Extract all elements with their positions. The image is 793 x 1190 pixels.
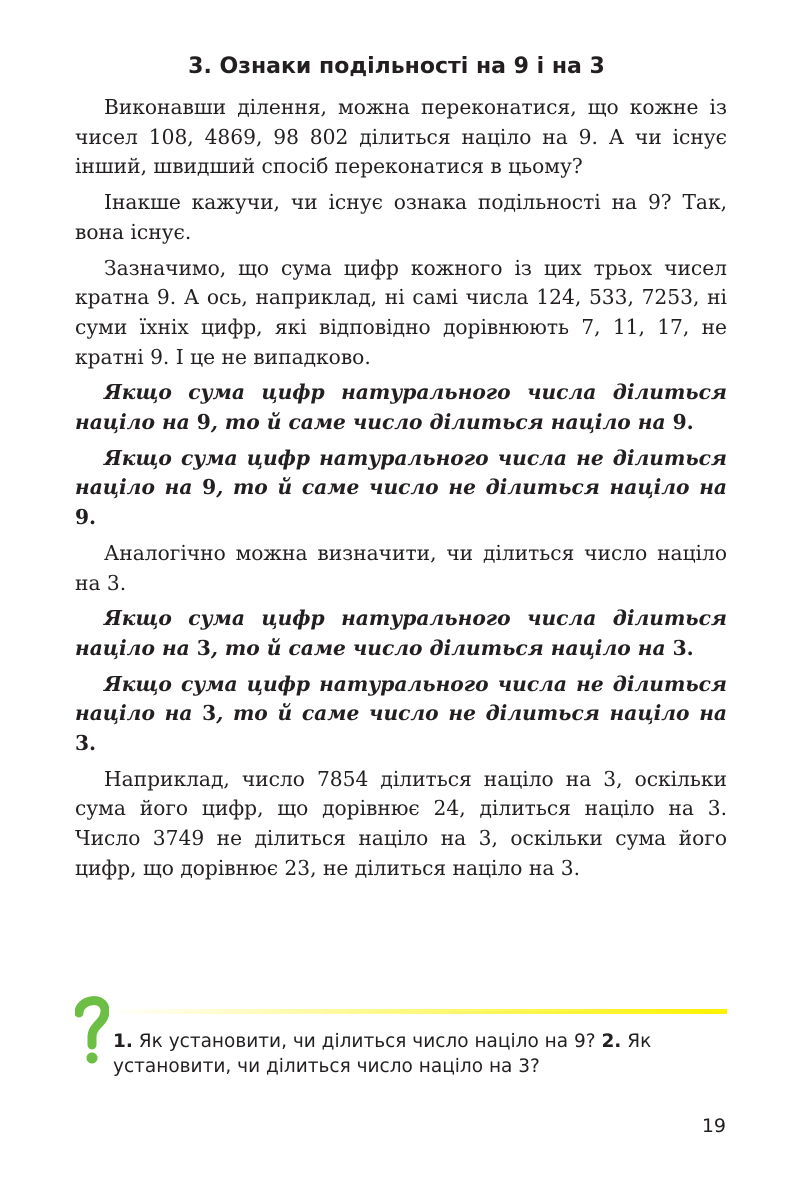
rule-text: . bbox=[89, 731, 97, 756]
rule-number: 3 bbox=[202, 701, 217, 726]
rule-text: . bbox=[686, 635, 694, 660]
rule-non-divisibility-9 bbox=[75, 444, 727, 533]
rule-divisibility-9 bbox=[75, 378, 727, 437]
page-title: 3. Ознаки подільності на 9 і на 3 bbox=[188, 54, 605, 79]
question-text: Як установити, чи ділиться число націло на 3? bbox=[113, 1031, 652, 1077]
page-number: 19 bbox=[701, 1115, 726, 1137]
rule-text: . bbox=[686, 410, 694, 435]
rule-text: , то й саме число не ділиться націло на bbox=[216, 701, 727, 726]
rule-number: 3 bbox=[75, 731, 90, 756]
paragraph: Аналогічно можна визначити, чи ділиться число націло на 3. bbox=[75, 540, 727, 595]
paragraph: Наприклад, число 7854 ділиться націло на 3, оскільки сума його цифр, що дорівнює 24, ділиться націло на 3. Число 3749 не ділиться націло на 3, оскільки сума його цифр, що дорівнює 23, не ділиться націло на 3. bbox=[75, 766, 727, 880]
paragraph: Інакше кажучи, чи існує ознака подільності на 9? Так, вона існує. bbox=[75, 190, 727, 244]
paragraph: Виконавши ділення, можна переконатися, що кожне із чисел 108, 4869, 98 802 ділиться націло на 9. А чи існує інший, швидший спосіб переконатися в цьому? bbox=[75, 95, 727, 179]
question-number: 2. bbox=[601, 1031, 622, 1052]
rule-divisibility-3 bbox=[75, 604, 727, 663]
main-text bbox=[75, 93, 727, 890]
rule-non-divisibility-3 bbox=[75, 670, 727, 759]
rule-text: , то й саме число ділиться націло на bbox=[210, 410, 673, 435]
question-text: Як установити, чи ділиться число націло на 9? bbox=[132, 1031, 602, 1052]
review-questions bbox=[75, 1005, 727, 1095]
rule-text: . bbox=[89, 505, 97, 530]
rule-text: Якщо сума цифр натурального числа не ділиться націло на bbox=[75, 671, 727, 726]
rule-number: 9 bbox=[672, 410, 687, 435]
rule-number: 9 bbox=[196, 410, 211, 435]
questions-text bbox=[113, 1029, 727, 1079]
rule-number: 3 bbox=[196, 635, 211, 660]
question-number: 1. bbox=[113, 1031, 133, 1052]
question-mark-icon bbox=[75, 993, 109, 1065]
questions-divider bbox=[105, 1009, 727, 1014]
rule-text: , то й саме число ділиться націло на bbox=[210, 635, 673, 660]
rule-text: Якщо сума цифр натурального числа не ділиться націло на bbox=[75, 445, 727, 500]
rule-text: Якщо сума цифр натурального числа ділиться націло на bbox=[75, 380, 727, 435]
rule-number: 9 bbox=[75, 505, 90, 530]
rule-number: 3 bbox=[672, 635, 687, 660]
paragraph: Зазначимо, що сума цифр кожного із цих трьох чисел кратна 9. А ось, наприклад, ні самі числа 124, 533, 7253, ні суми їхніх цифр, які відповідно дорівнюють 7, 11, 17, не кратні 9. І це не випадково. bbox=[75, 255, 727, 369]
rule-number: 9 bbox=[202, 475, 217, 500]
rule-text: , то й саме число не ділиться націло на bbox=[216, 475, 727, 500]
rule-text: Якщо сума цифр натурального числа ділиться націло на bbox=[75, 606, 727, 660]
